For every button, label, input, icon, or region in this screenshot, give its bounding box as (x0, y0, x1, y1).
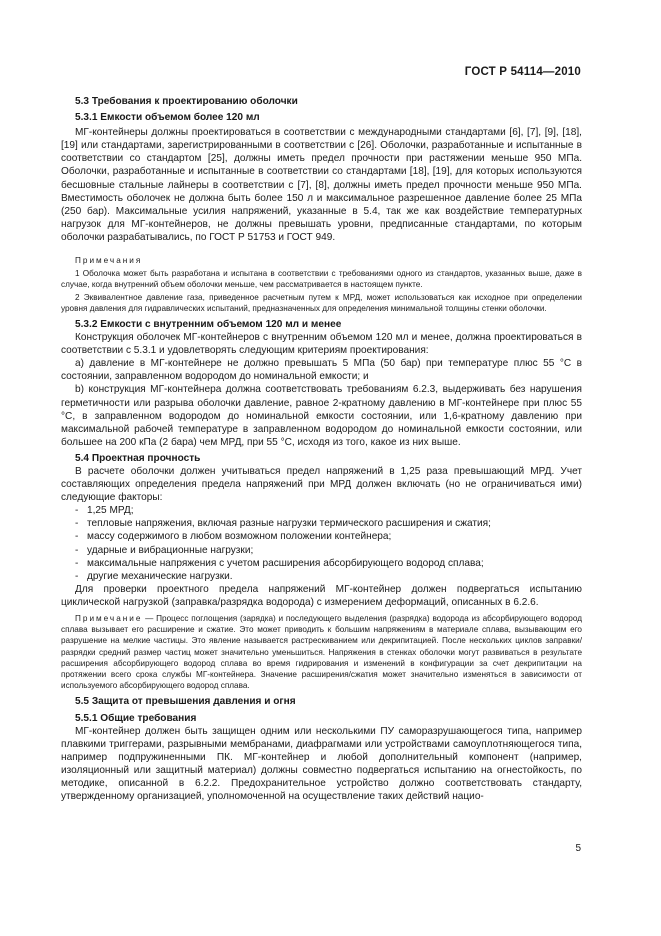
section-5-4-intro: В расчете оболочки должен учитываться предел напряжений в 1,25 раза превышающий МРД. Учет составляющих определения предела напряжений при МРД должен включать (но не ограничиваться ими) следующие факторы: (61, 465, 582, 504)
note-label: Примечание (75, 614, 143, 623)
note-1: 1 Оболочка может быть разработана и испытана в соответствии с требованиями одного из стандартов, указанных выше, даже в случае, когда внутренний объем оболочки меньше, чем рассматривается в настоящем пункте. (61, 269, 582, 290)
section-5-3-heading: 5.3 Требования к проектированию оболочки (75, 96, 298, 107)
section-5-4-heading: 5.4 Проектная прочность (75, 452, 201, 464)
section-5-5-1-text: МГ-контейнер должен быть защищен одним или несколькими ПУ саморазрушающегося типа, например плавкими триггерами, разрывными мембранами, диафрагмами или устройствами самоуплотняющегося типа, например подпружиненными ПК. МГ-контейнер и любой дополнительный компонент (например, изоляционный или защитный материал) должны совместно подвергаться испытанию на огнестойкость, по методике, описанной в 6.2.2. Предохранительное устройство должно соответствовать стандарту, утвержденному организацией, уполномоченной на осуществление таких действий нацио- (61, 725, 582, 803)
section-5-5-1-heading: 5.5.1 Общие требования (75, 712, 197, 724)
list-item: - 1,25 МРД; (75, 505, 134, 517)
section-5-4-note (61, 613, 582, 691)
section-5-4-test: Для проверки проектного предела напряжений МГ-контейнер должен подвергаться испытанию циклической нагрузкой (заправка/разрядка водорода) с измерением деформаций, описанных в 6.2.6. (61, 583, 582, 608)
list-item: - ударные и вибрационные нагрузки; (75, 544, 254, 556)
section-5-3-1-heading: 5.3.1 Емкости объемом более 120 мл (75, 112, 260, 124)
page-number: 5 (575, 843, 581, 854)
stress-factors-list (61, 504, 582, 583)
standard-number: ГОСТ Р 54114—2010 (464, 66, 581, 78)
section-5-5-heading: 5.5 Защита от превышения давления и огня (75, 696, 296, 708)
list-item: - тепловые напряжения, включая разные нагрузки термического расширения и сжатия; (75, 518, 491, 530)
criterion-b: b) конструкция МГ-контейнера должна соответствовать требованиям 6.2.3, выдерживать без нарушения герметичности или разрыва оболочки давление, равное 2-кратному давлению в МГ-контейнере при плюс 55 °С, в заправленном водородом до номинальной емкости состоянии, или 1,6-кратному давлению при максимальной рабочей температуре в заправленном водородом до номинальной емкости состоянии, или большее на 200 кПа (2 бара) чем МРД, при 55 °С, исходя из того, какое из них выше. (61, 384, 582, 448)
list-item: - максимальные напряжения с учетом расширения абсорбирующего водород сплава; (75, 557, 484, 569)
list-item: - массу содержимого в любом возможном положении контейнера; (75, 531, 392, 543)
note-text: — Процесс поглощения (зарядка) и последующего выделения (разрядка) водорода из абсорбирующего водород сплава вызывает его расширение и сжатие. Это может приводить к большим напряжениям в материале сплава, вызывающим его разрушение на мелкие частицы. Это явление называется растрескиванием или декрипитацией. После нескольких циклов заправки/разрядки средний размер частиц может значительно уменьшиться. Напряжения в стенках оболочки могут развиваться в результате расширения абсорбирующего водород сплава во время гидрирования и изменений в конфигурации за счет декрипитации на протяжении всего срока службы МГ-контейнера. Значение расширения/сжатия может значительно изменяться в зависимости от используемого абсорбирующего водород сплава. (61, 614, 582, 691)
section-5-3-1-text: МГ-контейнеры должны проектироваться в соответствии с международными стандартами [6], [7], [9], [18], [19] или стандартами, зарегистрированными в соответствии с [26]. Оболочки, разработанные и испытанные в соответствии со стандартом [25], должны иметь предел прочности при растяжении меньше 950 МПа. Оболочки, разработанные и испытанные в соответствии со стандартами [18], [19], для которых используются бесшовные стальные лайнеры в соответствии с [7], [8], должны иметь предел прочности меньше 950 МПа. Вместимость оболочек не должна быть более 150 л и максимальное разрешенное давление более 25 МПа (250 бар). Максимальные усилия напряжений, указанные в 5.4, так же как воздействие температурных нагрузок для МГ-контейнеров, не должны превышать уровни, предписанные стандартами, по которым оболочки разрабатывались, по ГОСТ Р 51753 и ГОСТ 949. (61, 127, 582, 243)
criterion-a: а) давление в МГ-контейнере не должно превышать 5 МПа (50 бар) при температуре плюс 55 °С в состоянии, заправленном водородом до номинальной емкости; и (61, 358, 582, 383)
page-content (61, 95, 582, 803)
note-2: 2 Эквивалентное давление газа, приведенное расчетным путем к МРД, может использоваться как исходное при определении уровня давления для гидравлических испытаний, предназначенных для определения минимальной толщины стенки оболочки. (61, 292, 582, 313)
notes-title: Примечания (75, 256, 143, 266)
list-item: - другие механические нагрузки. (75, 570, 233, 582)
section-5-3-2-heading: 5.3.2 Емкости с внутренним объемом 120 мл и менее (75, 318, 342, 330)
section-5-3-2-intro: Конструкция оболочек МГ-контейнеров с внутренним объемом 120 мл и менее, должна проектироваться в соответствии с 5.3.1 и удовлетворять следующим критериям проектирования: (61, 332, 582, 357)
